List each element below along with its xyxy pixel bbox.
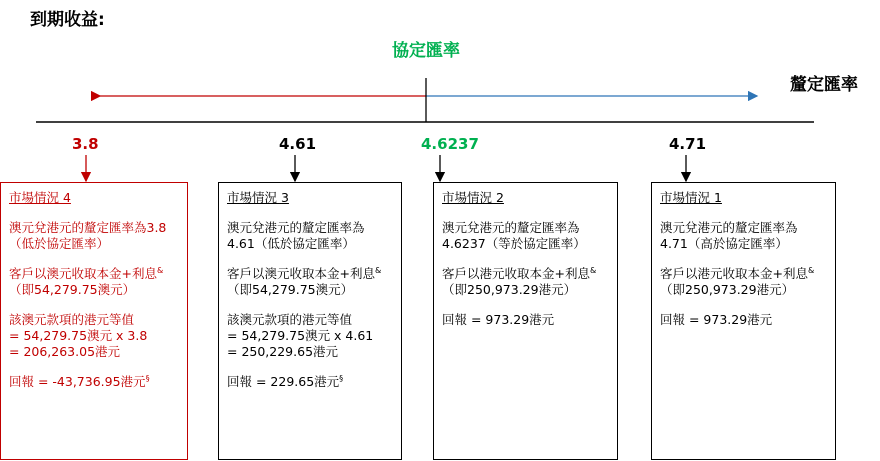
footnote-mark: § xyxy=(145,374,150,383)
footnote-mark: & xyxy=(807,266,815,275)
scenario-title: 市場情況 2 xyxy=(442,190,504,205)
rate-comparison: 4.6237（等於協定匯率） xyxy=(442,236,586,251)
rate-comparison: （低於協定匯率） xyxy=(9,236,110,251)
scenario-title: 市場情況 1 xyxy=(660,190,722,205)
strike-rate-label: 協定匯率 xyxy=(392,41,460,61)
return-line: 回報 = 973.29港元 xyxy=(660,312,773,327)
footnote-mark: § xyxy=(339,374,344,383)
calc-result: = 250,229.65港元 xyxy=(227,344,339,359)
footnote-mark: & xyxy=(156,266,164,275)
receive-line: 客戶以澳元收取本金+利息 xyxy=(227,266,375,281)
receive-line: 客戶以澳元收取本金+利息 xyxy=(9,266,157,281)
rate-line: 澳元兌港元的釐定匯率為 xyxy=(660,220,798,235)
rate-line: 澳元兌港元的釐定匯率為 xyxy=(227,220,365,235)
scenario-box-4 xyxy=(0,182,188,460)
rate-comparison: 4.71（高於協定匯率） xyxy=(660,236,788,251)
rate-label-4: 4.71 xyxy=(669,135,707,153)
calc-result: = 206,263.05港元 xyxy=(9,344,121,359)
rate-label-2: 4.61 xyxy=(279,135,317,153)
scenario-title: 市場情況 4 xyxy=(9,190,71,205)
scenario-box-2 xyxy=(433,182,618,460)
receive-amount: （即54,279.75澳元） xyxy=(227,282,354,297)
footnote-mark: & xyxy=(374,266,382,275)
receive-amount: （即250,973.29港元） xyxy=(442,282,577,297)
rate-label-1: 3.8 xyxy=(72,135,99,153)
scenario-box-3 xyxy=(218,182,402,460)
receive-amount: （即250,973.29港元） xyxy=(660,282,795,297)
receive-line: 客戶以港元收取本金+利息 xyxy=(660,266,808,281)
calc-step: = 54,279.75澳元 x 4.61 xyxy=(227,328,374,343)
rate-comparison: 4.61（低於協定匯率） xyxy=(227,236,355,251)
rate-line: 澳元兌港元的釐定匯率為3.8 xyxy=(9,220,167,235)
calc-step: = 54,279.75澳元 x 3.8 xyxy=(9,328,148,343)
receive-line: 客戶以港元收取本金+利息 xyxy=(442,266,590,281)
calc-label: 該澳元款項的港元等值 xyxy=(9,312,135,327)
return-line: 回報 = 229.65港元 xyxy=(227,374,340,389)
rate-label-3: 4.6237 xyxy=(421,135,479,153)
return-line: 回報 = -43,736.95港元 xyxy=(9,374,146,389)
page-title: 到期收益: xyxy=(30,10,105,30)
calc-label: 該澳元款項的港元等值 xyxy=(227,312,353,327)
scenario-title: 市場情況 3 xyxy=(227,190,289,205)
return-line: 回報 = 973.29港元 xyxy=(442,312,555,327)
receive-amount: （即54,279.75澳元） xyxy=(9,282,136,297)
footnote-mark: & xyxy=(589,266,597,275)
rate-line: 澳元兌港元的釐定匯率為 xyxy=(442,220,580,235)
scenario-box-1 xyxy=(651,182,836,460)
spot-rate-label: 釐定匯率 xyxy=(790,75,858,95)
